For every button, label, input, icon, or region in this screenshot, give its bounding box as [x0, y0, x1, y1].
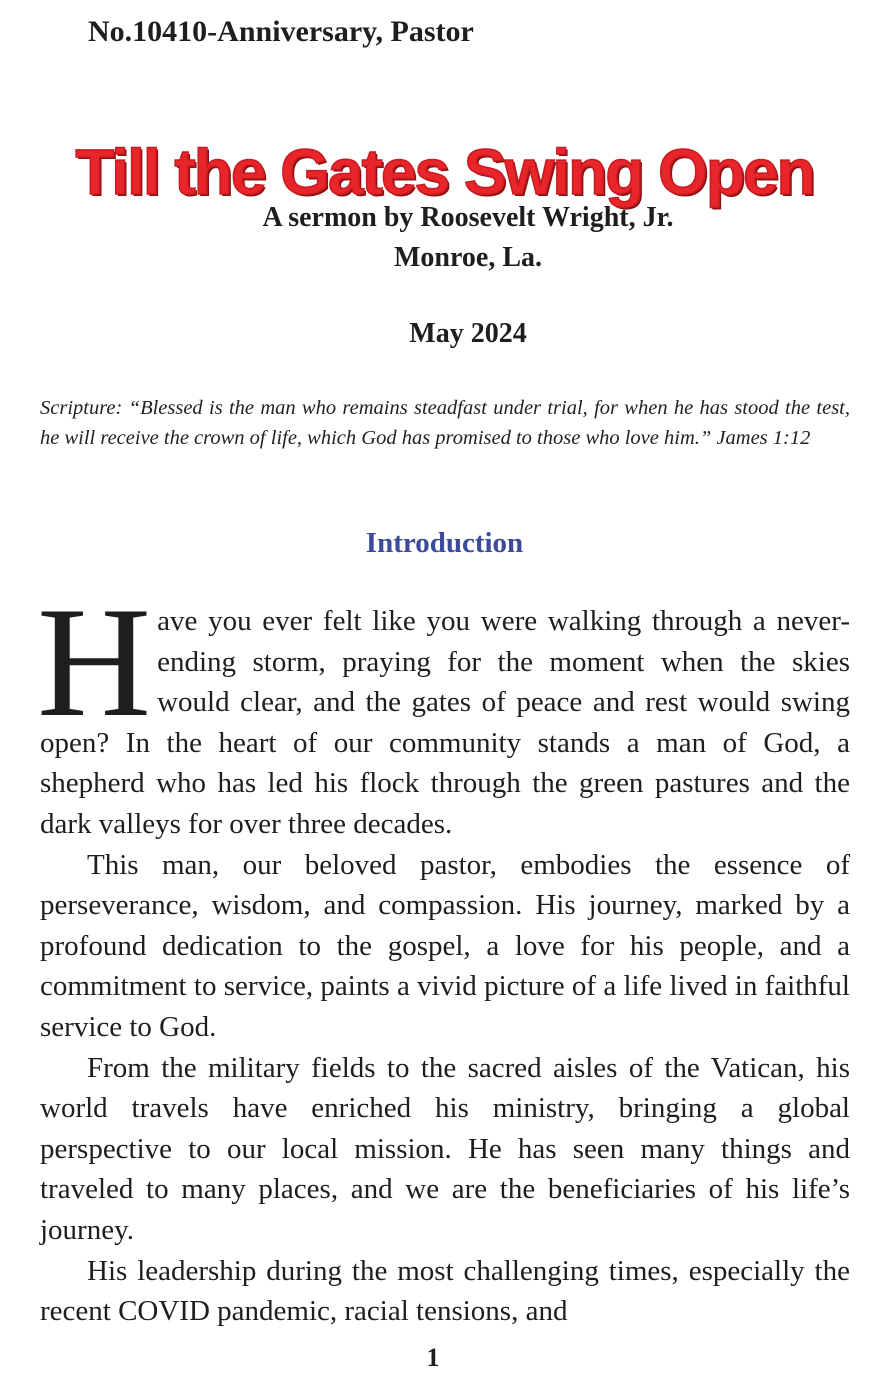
sermon-location: Monroe, La.: [393, 242, 543, 273]
section-heading-introduction: Introduction: [365, 527, 524, 559]
drop-cap-letter: H: [37, 575, 152, 750]
body-paragraph: [37, 575, 850, 845]
body-paragraph: This man, our beloved pastor, embodies the essence of perseverance, wisdom, and compassion. His journey, marked by a profound dedication to the gospel, a love for his people, and a commitment to service, paints a vivid picture of a life lived in faithful service to God.: [40, 848, 850, 1043]
body-paragraph: From the military fields to the sacred aisles of the Vatican, his world travels have enriched his ministry, bringing a global perspective to our local mission. He has seen many things and traveled to many places, and we are the beneficiaries of his life’s journey.: [40, 1051, 850, 1246]
body-paragraph: His leadership during the most challenging times, especially the recent COVID pandemic, racial tensions, and: [40, 1254, 850, 1328]
sermon-number: No.10410-Anniversary, Pastor: [88, 15, 474, 48]
scripture-quote: Scripture: “Blessed is the man who remains steadfast under trial, for when he has stood the test, he will receive the crown of life, which God has promised to those who love him.” James 1:12: [40, 397, 850, 449]
sermon-date: May 2024: [409, 318, 527, 349]
sermon-author: A sermon by Roosevelt Wright, Jr.: [262, 202, 674, 233]
page-number: 1: [426, 1343, 440, 1372]
paragraph-text: ave you ever felt like you were walking through a never-ending storm, praying for the moment when the skies would clear, and the gates of peace and rest would swing open? In the heart of our community stands a man of God, a shepherd who has led his flock through the green pastures and the dark valleys for over three decades.: [40, 605, 850, 840]
sermon-body: [37, 575, 850, 1332]
sermon-title: Till the Gates Swing Open: [75, 136, 814, 208]
